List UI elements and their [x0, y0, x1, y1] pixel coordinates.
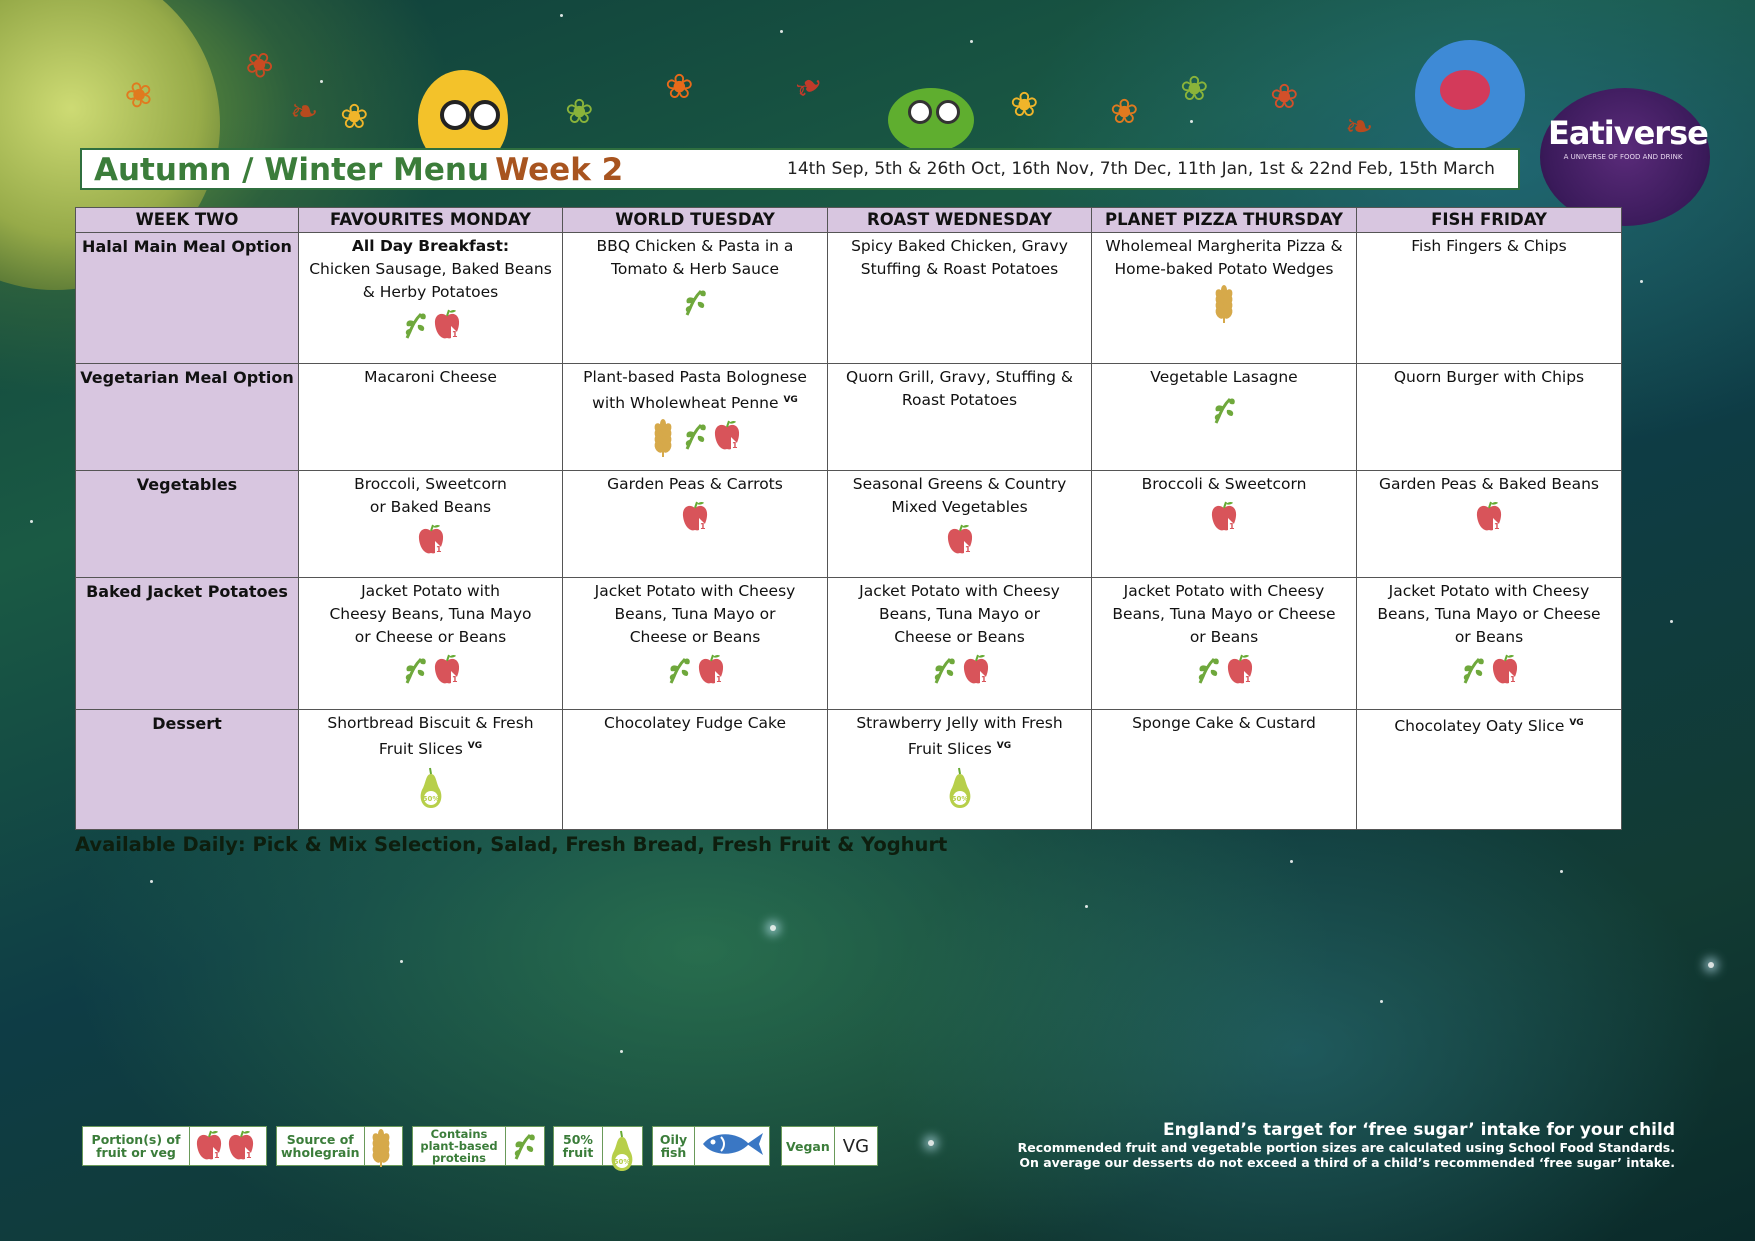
- fruit-veg-icon: [1474, 500, 1504, 534]
- leaf-icon: ❀: [340, 97, 369, 137]
- dietary-icons: [1096, 393, 1352, 427]
- meal-line: [303, 712, 558, 735]
- wholegrain-icon: [648, 419, 678, 453]
- svg-text:1: 1: [1510, 675, 1516, 685]
- key-label: Oily fish: [653, 1127, 695, 1165]
- meal-text: Stuffing & Roast Potatoes: [860, 260, 1059, 278]
- meal-line: [832, 473, 1087, 496]
- dietary-icons: [832, 766, 1087, 803]
- row-label: Vegetarian Meal Option: [76, 363, 299, 470]
- dietary-icons: [303, 766, 558, 803]
- leaf-icon: ❧: [1345, 107, 1374, 147]
- meal-line: [1361, 626, 1617, 649]
- eye-icon: [936, 100, 960, 124]
- meal-line: [567, 258, 823, 281]
- column-header: FAVOURITES MONDAY: [299, 208, 563, 233]
- leaf-icon: ❧: [290, 92, 319, 132]
- meal-text: Vegetable Lasagne: [1150, 367, 1298, 386]
- star-decoration: [320, 80, 323, 83]
- menu-cell: [1357, 233, 1622, 364]
- meal-text: Roast Potatoes: [901, 390, 1018, 409]
- star-decoration: [1708, 962, 1714, 968]
- meal-text: or Beans: [1454, 628, 1524, 647]
- fruit-veg-icon: [696, 653, 726, 687]
- meal-line: [567, 235, 823, 258]
- meal-text: Jacket Potato with Cheesy: [859, 582, 1060, 601]
- leaf-icon: ❧: [786, 62, 832, 112]
- dietary-icons: [832, 523, 1087, 557]
- meal-text: Cheesy Beans, Tuna Mayo: [329, 605, 532, 624]
- meal-text: Wholemeal Margherita Pizza &: [1105, 237, 1343, 255]
- star-decoration: [1290, 860, 1293, 863]
- svg-text:1: 1: [964, 545, 971, 555]
- meal-text: BBQ Chicken & Pasta in a: [596, 237, 794, 255]
- monster-mouth-icon: [1440, 70, 1490, 110]
- meal-text: Cheese or Beans: [894, 628, 1025, 647]
- column-header: WEEK TWO: [76, 208, 299, 233]
- column-header: ROAST WEDNESDAY: [828, 208, 1092, 233]
- meal-text: Plant-based Pasta Bolognese: [583, 367, 807, 386]
- wholegrain-icon: [1209, 285, 1239, 319]
- meal-text: Seasonal Greens & Country: [852, 475, 1067, 494]
- plant-protein-icon: [680, 419, 710, 453]
- row-label: Dessert: [76, 710, 299, 830]
- glasses-icon: [440, 100, 470, 130]
- meal-text: & Herby Potatoes: [362, 283, 499, 301]
- table-row: [76, 233, 1622, 364]
- plant-protein-icon: [664, 653, 694, 687]
- star-decoration: [1380, 1000, 1383, 1003]
- dietary-icons: [567, 285, 823, 319]
- leaf-icon: ❀: [1110, 92, 1139, 132]
- meal-text: Shortbread Biscuit & Fresh: [327, 714, 534, 733]
- plant-protein-icon: [929, 653, 959, 687]
- footnote-heading: England’s target for ‘free sugar’ intake for your child: [1163, 1120, 1675, 1140]
- meal-line: [567, 473, 823, 496]
- meal-line: [832, 735, 1087, 761]
- meal-line: [1361, 366, 1617, 389]
- meal-text: Beans, Tuna Mayo or: [614, 605, 776, 624]
- fruit-veg-icon: [1209, 500, 1239, 534]
- meal-text: Jacket Potato with Cheesy: [1123, 582, 1325, 601]
- wholegrain-icon: [369, 1129, 399, 1163]
- leaf-icon: ❀: [236, 40, 282, 90]
- meal-line: [303, 496, 558, 519]
- menu-cell: [1357, 471, 1622, 578]
- meal-line: [303, 473, 558, 496]
- star-decoration: [1560, 870, 1563, 873]
- svg-text:1: 1: [435, 545, 442, 555]
- key-label: Contains plant-based proteins: [413, 1127, 506, 1165]
- meal-line: [303, 735, 558, 761]
- dietary-icons: [1361, 653, 1617, 687]
- meal-line: [832, 389, 1087, 412]
- footnote-line: On average our desserts do not exceed a third of a child’s recommended ‘free sugar’ intake.: [1019, 1155, 1675, 1170]
- svg-text:50%: 50%: [951, 794, 968, 803]
- fruit-veg-icon: [194, 1129, 224, 1163]
- fruit-veg-icon: [680, 500, 710, 534]
- star-decoration: [928, 1140, 934, 1146]
- fruit-veg-icon: [1225, 653, 1255, 687]
- meal-text: Quorn Burger with Chips: [1393, 367, 1585, 386]
- meal-line: [567, 580, 823, 603]
- meal-text: Cheese or Beans: [629, 628, 761, 647]
- meal-line: [1096, 473, 1352, 496]
- meal-text: Beans, Tuna Mayo or Cheese: [1377, 605, 1601, 624]
- key-vegan: [781, 1126, 878, 1166]
- meal-line: [303, 281, 558, 304]
- meal-heading: All Day Breakfast:: [351, 237, 510, 255]
- vegan-marker: VG: [467, 741, 483, 752]
- leaf-icon: ❀: [119, 71, 160, 119]
- svg-text:1: 1: [1229, 522, 1235, 532]
- column-header: PLANET PIZZA THURSDAY: [1092, 208, 1357, 233]
- half-fruit-icon: [607, 1129, 637, 1166]
- meal-line: [1361, 580, 1617, 603]
- meal-line: [832, 235, 1087, 258]
- meal-line: [567, 626, 823, 649]
- menu-cell: [299, 233, 563, 364]
- leaf-icon: ❀: [1270, 77, 1299, 117]
- meal-text: or Baked Beans: [369, 498, 492, 517]
- meal-text: Beans, Tuna Mayo or Cheese: [1112, 605, 1336, 624]
- meal-text: Sponge Cake & Custard: [1132, 714, 1316, 733]
- leaf-icon: ❀: [1180, 69, 1209, 109]
- key-fruit-veg: [82, 1126, 267, 1166]
- star-decoration: [780, 30, 783, 33]
- key-half-fruit: [553, 1126, 643, 1166]
- meal-text: Tomato & Herb Sauce: [611, 260, 779, 278]
- meal-line: [303, 258, 558, 281]
- dietary-icons: [303, 308, 558, 342]
- key-icons: [506, 1129, 544, 1163]
- menu-cell: [563, 471, 828, 578]
- menu-cell: [1357, 363, 1622, 470]
- dietary-icons: [1096, 653, 1352, 687]
- meal-line: [567, 603, 823, 626]
- menu-cell: [1092, 710, 1357, 830]
- vegan-code: VG: [842, 1135, 870, 1157]
- table-row: [76, 471, 1622, 578]
- fruit-veg-icon: [432, 653, 462, 687]
- fruit-veg-icon: [416, 523, 446, 557]
- plant-protein-icon: [1209, 393, 1239, 427]
- key-oily-fish: [652, 1126, 770, 1166]
- star-decoration: [1640, 280, 1643, 283]
- meal-line: [832, 496, 1087, 519]
- svg-text:1: 1: [1245, 675, 1251, 685]
- glasses-icon: [470, 100, 500, 130]
- star-decoration: [770, 925, 776, 931]
- menu-cell: [828, 363, 1092, 470]
- menu-cell: [828, 578, 1092, 710]
- fruit-veg-icon: [1490, 653, 1520, 687]
- meal-text: Chicken Sausage, Baked Beans: [309, 260, 552, 278]
- row-label: Vegetables: [76, 471, 299, 578]
- leaf-icon: ❀: [565, 92, 594, 132]
- menu-cell: [299, 578, 563, 710]
- meal-text: Chocolatey Fudge Cake: [604, 714, 786, 733]
- key-icons: [603, 1129, 641, 1166]
- menu-cell: [828, 233, 1092, 364]
- footnote: [1018, 1120, 1675, 1170]
- menu-dates: 14th Sep, 5th & 26th Oct, 16th Nov, 7th Dec, 11th Jan, 1st & 22nd Feb, 15th March: [787, 159, 1495, 179]
- fruit-veg-icon: [226, 1129, 256, 1163]
- meal-line: [303, 580, 558, 603]
- svg-text:1: 1: [451, 675, 458, 685]
- meal-line: [567, 712, 823, 735]
- svg-text:1: 1: [246, 1151, 252, 1160]
- key-icons: [190, 1129, 260, 1163]
- menu-cell: [299, 471, 563, 578]
- meal-text: Macaroni Cheese: [364, 367, 497, 386]
- dietary-icons: [1361, 500, 1617, 534]
- meal-text: Jacket Potato with Cheesy: [1388, 582, 1590, 601]
- menu-cell: [563, 578, 828, 710]
- vegan-marker: VG: [1569, 718, 1584, 729]
- footnote-line: Recommended fruit and vegetable portion sizes are calculated using School Food Standards.: [1017, 1140, 1675, 1155]
- star-decoration: [620, 1050, 623, 1053]
- key-plant-protein: [412, 1126, 545, 1166]
- table-header-row: [76, 208, 1622, 233]
- meal-line: [567, 389, 823, 415]
- row-label: Baked Jacket Potatoes: [76, 578, 299, 710]
- star-decoration: [970, 40, 973, 43]
- key-icons: [365, 1129, 403, 1163]
- svg-text:1: 1: [732, 441, 738, 451]
- meal-line: [1096, 626, 1352, 649]
- menu-cell: [828, 471, 1092, 578]
- star-decoration: [560, 14, 563, 17]
- svg-text:1: 1: [214, 1151, 220, 1160]
- dietary-icons: [567, 419, 823, 453]
- fish-icon: [699, 1129, 765, 1163]
- meal-text: or Cheese or Beans: [354, 628, 507, 647]
- leaf-icon: ❀: [1010, 85, 1039, 125]
- key-label: Portion(s) of fruit or veg: [83, 1127, 190, 1165]
- page-title: [94, 152, 623, 188]
- meal-text: Mixed Vegetables: [891, 498, 1028, 517]
- half-fruit-icon: [416, 766, 446, 803]
- svg-text:1: 1: [980, 675, 987, 685]
- fruit-veg-icon: [712, 419, 742, 453]
- key-icons: [695, 1129, 769, 1163]
- meal-line: [1096, 712, 1352, 735]
- svg-text:50%: 50%: [613, 1158, 631, 1166]
- meal-line: [832, 712, 1087, 735]
- table-row: [76, 710, 1622, 830]
- dietary-icons: [1096, 285, 1352, 319]
- meal-text: with Wholewheat Penne: [592, 394, 779, 413]
- meal-line: [1361, 235, 1617, 258]
- meal-text: Strawberry Jelly with Fresh: [856, 714, 1063, 733]
- menu-cell: [1357, 578, 1622, 710]
- meal-line: [303, 603, 558, 626]
- row-label: Halal Main Meal Option: [76, 233, 299, 364]
- key-label: Source of wholegrain: [277, 1127, 365, 1165]
- meal-line: [832, 580, 1087, 603]
- meal-line: [832, 258, 1087, 281]
- meal-text: Garden Peas & Carrots: [607, 475, 783, 494]
- menu-cell: [299, 710, 563, 830]
- title-week: Week 2: [495, 152, 624, 188]
- key-wholegrain: [276, 1126, 403, 1166]
- plant-protein-icon: [680, 285, 710, 319]
- star-decoration: [150, 880, 153, 883]
- column-header: WORLD TUESDAY: [563, 208, 828, 233]
- plant-protein-icon: [400, 653, 430, 687]
- meal-line: [1096, 258, 1352, 281]
- star-decoration: [1670, 620, 1673, 623]
- eye-icon: [908, 100, 932, 124]
- meal-line: [1361, 712, 1617, 738]
- menu-cell: [1092, 578, 1357, 710]
- logo-tagline: A UNIVERSE OF FOOD AND DRINK: [1563, 153, 1683, 161]
- meal-line: [1096, 603, 1352, 626]
- fruit-veg-icon: [961, 653, 991, 687]
- key-label: 50% fruit: [554, 1127, 603, 1165]
- fruit-veg-icon: [945, 523, 975, 557]
- meal-line: [1096, 366, 1352, 389]
- meal-line: [832, 603, 1087, 626]
- meal-text: Quorn Grill, Gravy, Stuffing &: [846, 367, 1073, 386]
- menu-cell: [563, 233, 828, 364]
- meal-text: Fruit Slices: [378, 740, 463, 759]
- plant-protein-icon: [1458, 653, 1488, 687]
- meal-line: [1096, 235, 1352, 258]
- menu-cell: [828, 710, 1092, 830]
- svg-text:1: 1: [451, 330, 458, 339]
- title-prefix: Autumn / Winter Menu: [94, 152, 490, 188]
- star-decoration: [1085, 905, 1088, 908]
- meal-text: Garden Peas & Baked Beans: [1378, 475, 1599, 494]
- meal-text: Fruit Slices: [907, 740, 992, 759]
- meal-line: [1361, 603, 1617, 626]
- logo-text: Eativerse: [1548, 114, 1708, 152]
- meal-text: Jacket Potato with Cheesy: [594, 582, 796, 601]
- meal-line: [1096, 580, 1352, 603]
- menu-cell: [1357, 710, 1622, 830]
- column-header: FISH FRIDAY: [1357, 208, 1622, 233]
- meal-text: Spicy Baked Chicken, Gravy: [851, 237, 1068, 255]
- plant-protein-icon: [400, 308, 430, 342]
- dietary-icons: [567, 500, 823, 534]
- meal-text: Beans, Tuna Mayo or: [879, 605, 1040, 624]
- title-bar: [80, 148, 1520, 190]
- star-decoration: [400, 960, 403, 963]
- plant-protein-icon: [510, 1129, 540, 1163]
- table-row: [76, 578, 1622, 710]
- dietary-icons: [303, 523, 558, 557]
- meal-text: Chocolatey Oaty Slice: [1394, 717, 1565, 736]
- menu-cell: [299, 363, 563, 470]
- dietary-icons: [1096, 500, 1352, 534]
- meal-text: Fish Fingers & Chips: [1411, 237, 1567, 255]
- meal-text: Jacket Potato with: [361, 582, 500, 601]
- menu-cell: [1092, 233, 1357, 364]
- key-label: Vegan: [782, 1127, 835, 1165]
- meal-line: [832, 366, 1087, 389]
- dietary-icons: [303, 653, 558, 687]
- dietary-icons: [832, 653, 1087, 687]
- svg-text:1: 1: [700, 522, 706, 532]
- vegan-marker: VG: [783, 394, 798, 405]
- meal-line: [832, 626, 1087, 649]
- meal-line: [303, 366, 558, 389]
- half-fruit-icon: [945, 766, 975, 803]
- meal-line: [1361, 473, 1617, 496]
- green-monster-icon: [888, 88, 974, 152]
- menu-cell: [1092, 471, 1357, 578]
- menu-table: [75, 207, 1622, 830]
- table-row: [76, 363, 1622, 470]
- svg-text:50%: 50%: [422, 794, 439, 803]
- menu-cell: [563, 363, 828, 470]
- meal-text: Broccoli & Sweetcorn: [1141, 475, 1307, 494]
- meal-text: Home-baked Potato Wedges: [1114, 260, 1334, 278]
- svg-text:1: 1: [1494, 522, 1500, 532]
- dietary-icons: [567, 653, 823, 687]
- svg-text:1: 1: [716, 675, 722, 685]
- meal-text: or Beans: [1189, 628, 1259, 647]
- available-daily-note: Available Daily: Pick & Mix Selection, Salad, Fresh Bread, Fresh Fruit & Yoghurt: [75, 833, 948, 856]
- meal-line: [303, 626, 558, 649]
- vegan-marker: VG: [996, 741, 1012, 752]
- menu-cell: [563, 710, 828, 830]
- star-decoration: [1190, 120, 1193, 123]
- plant-protein-icon: [1193, 653, 1223, 687]
- meal-text: Broccoli, Sweetcorn: [354, 475, 507, 494]
- meal-line: [567, 366, 823, 389]
- star-decoration: [30, 520, 33, 523]
- menu-cell: [1092, 363, 1357, 470]
- leaf-icon: ❀: [665, 67, 694, 107]
- fruit-veg-icon: [432, 308, 462, 342]
